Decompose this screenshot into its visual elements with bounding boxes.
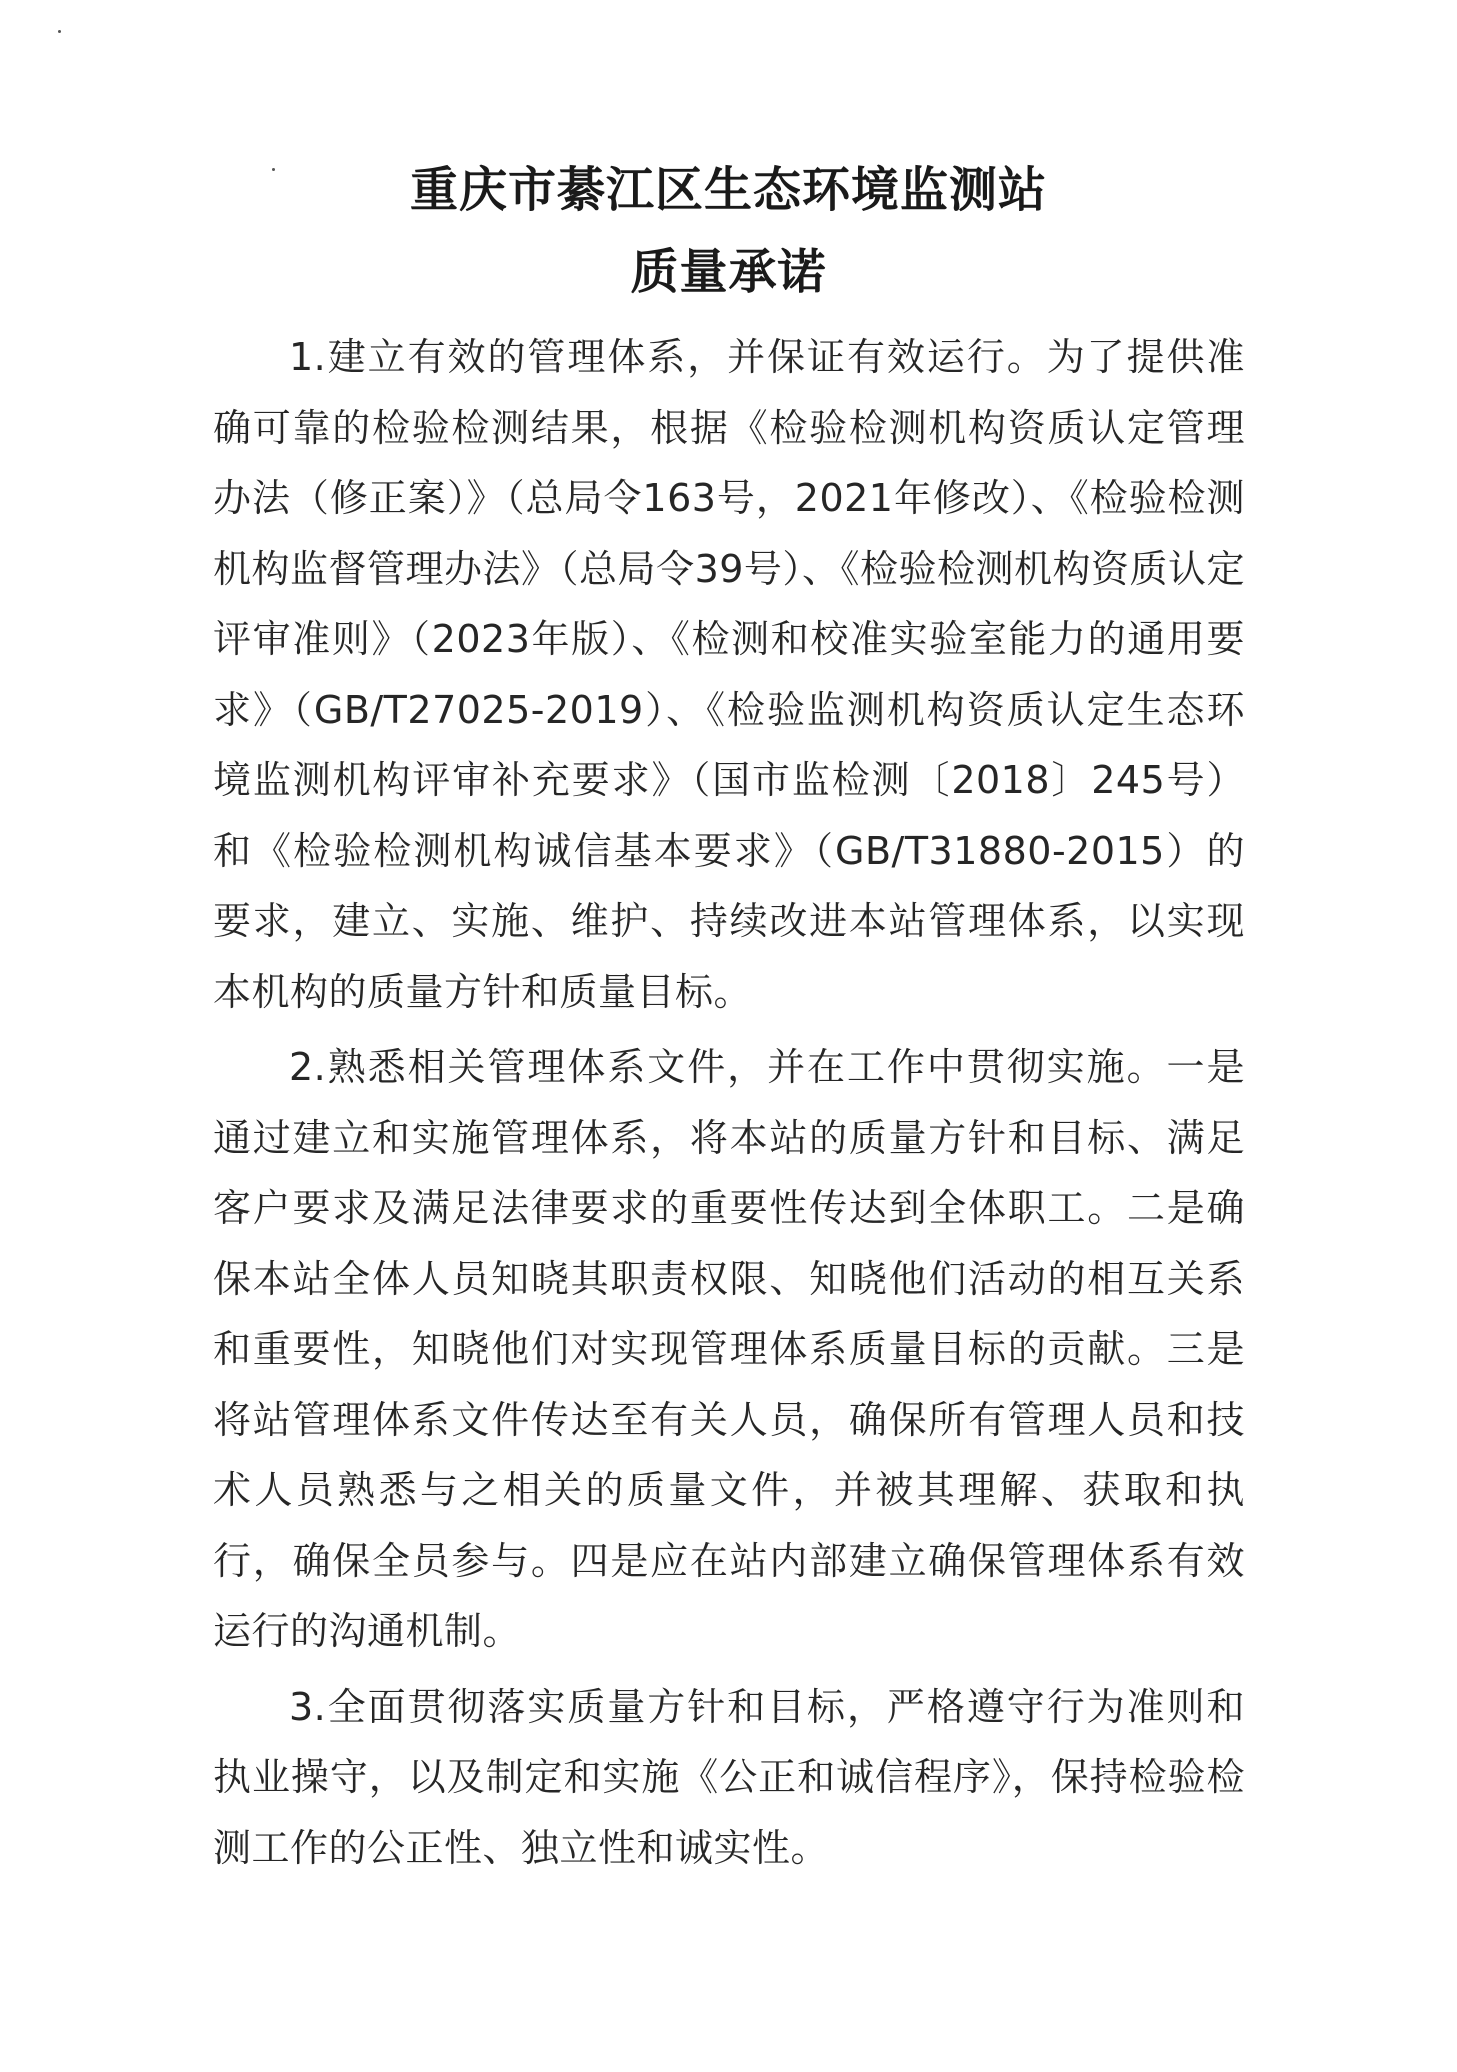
document-subtitle: 质量承诺: [630, 244, 827, 300]
scan-speck: [58, 30, 61, 33]
document-title: 重庆市綦江区生态环境监测站: [409, 162, 1047, 218]
paragraph-3: 3.全面贯彻落实质量方针和目标，严格遵守行为准则和执业操守，以及制定和实施《公正和诚信程序》，保持检验检测工作的公正性、独立性和诚实性。: [213, 1684, 1245, 1870]
document-body: [213, 322, 1245, 1883]
paragraph-2: 2.熟悉相关管理体系文件，并在工作中贯彻实施。一是通过建立和实施管理体系，将本站的质量方针和目标、满足客户要求及满足法律要求的重要性传达到全体职工。二是确保本站全体人员知晓其职责权限、知晓他们活动的相互关系和重要性，知晓他们对实现管理体系质量目标的贡献。三是将站管理体系文件传达至有关人员，确保所有管理人员和技术人员熟悉与之相关的质量文件，并被其理解、获取和执行，确保全员参与。四是应在站内部建立确保管理体系有效运行的沟通机制。: [213, 1045, 1245, 1653]
paragraph-1: 1.建立有效的管理体系，并保证有效运行。为了提供准确可靠的检验检测结果，根据《检验检测机构资质认定管理办法（修正案）》（总局令163号，2021年修改）、《检验检测机构监督管理办法》（总局令39号）、《检验检测机构资质认定评审准则》（2023年版）、《检测和校准实验室能力的通用要求》（GB/T27025-2019）、《检验监测机构资质认定生态环境监测机构评审补充要求》（国市监检测〔2018〕245号）和《检验检测机构诚信基本要求》（GB/T31880-2015）的要求，建立、实施、维护、持续改进本站管理体系，以实现本机构的质量方针和质量目标。: [213, 335, 1245, 1014]
